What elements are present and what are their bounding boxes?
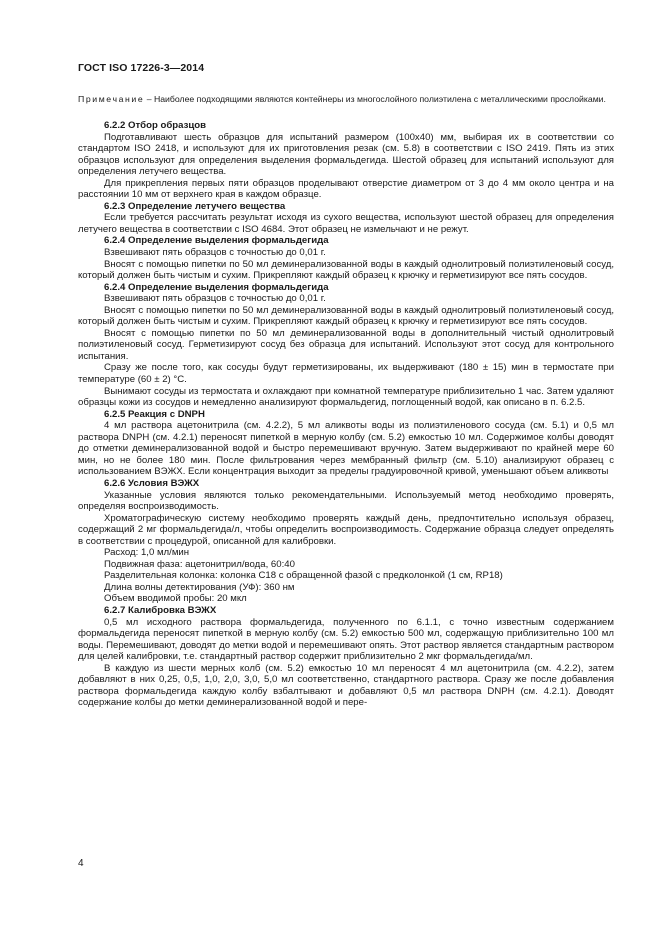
condition-mobile-phase: Подвижная фаза: ацетонитрил/вода, 60:40 (104, 558, 295, 570)
paragraph: Взвешивают пять образцов с точностью до 0,01 г. (104, 293, 326, 305)
paragraph: Взвешивают пять образцов с точностью до 0,01 г. (104, 247, 326, 259)
paragraph: Указанные условия являются только рекомендательными. Используемый метод необходимо проверять, определяя воспроизводимость. (78, 489, 614, 513)
section-heading-6-2-4: 6.2.4 Определение выделения формальдегида (104, 235, 329, 247)
note-label: Примечание (78, 94, 145, 104)
paragraph: Вносят с помощью пипетки по 50 мл деминерализованной воды в каждый однолитровый полиэтиленовый сосуд, который должен быть чистым и сухим. Прикрепляют каждый образец к крючку и герметизируют все пять сосудов. (78, 258, 614, 282)
paragraph: В каждую из шести мерных колб (см. 5.2) емкостью 10 мл переносят 4 мл ацетонитрила (см. 4.2.2), затем добавляют в них 0,25, 0,5, 1,0, 2,0, 3,0, 5,0 мл соответственно, стандартного раствора. Сразу же после добавления раствора формальдегида каждую колбу взбалтывают и добавляют 0,5 мл раствора DNPH (см. 4.2.1). Доводят содержание колбы до метки деминерализованной водой и пере- (78, 662, 614, 709)
section-heading-6-2-4-repeat: 6.2.4 Определение выделения формальдегида (104, 281, 329, 293)
condition-flow-rate: Расход: 1,0 мл/мин (104, 547, 190, 559)
paragraph: 0,5 мл исходного раствора формальдегида, полученного по 6.1.1, с точно известным содержанием формальдегида переносят пипеткой в мерную колбу (см. 5.2) емкостью 500 мл, содержащую приблизительно 100 мл воды. Перемешивают, доводят до метки водой и перемешивают опять. Этот раствор является стандартным раствором для целей калибровки, т.е. стандартный раствор содержит приблизительно 2 мкг формальдегида/мл. (78, 616, 614, 663)
condition-injection-volume: Объем вводимой пробы: 20 мкл (104, 593, 247, 605)
page-number: 4 (78, 858, 84, 869)
section-heading-6-2-6: 6.2.6 Условия ВЭЖХ (104, 477, 200, 489)
condition-wavelength: Длина волны детектирования (УФ): 360 нм (104, 581, 295, 593)
paragraph: Сразу же после того, как сосуды будут герметизированы, их выдерживают (180 ± 15) мин в термостате при температуре (60 ± 2) °C. (78, 362, 614, 386)
condition-column: Разделительная колонка: колонка C18 с обращенной фазой с предколонкой (1 см, RP18) (104, 570, 503, 582)
paragraph: Вносят с помощью пипетки по 50 мл деминерализованной воды в дополнительный чистый однолитровый полиэтиленовый сосуд. Герметизируют сосуд без образца для испытаний. Используют этот сосуд для контрольного испытания. (78, 327, 614, 362)
paragraph: Вносят с помощью пипетки по 50 мл деминерализованной воды в каждый однолитровый полиэтиленовый сосуд, который должен быть чистым и сухим. Прикрепляют каждый образец к крючку и герметизируют все пять сосудов. (78, 304, 614, 328)
paragraph: Хроматографическую систему необходимо проверять каждый день, предпочтительно используя образец, содержащий 2 мг формальдегида/л, чтобы определить воспроизводимость. Содержание образца следует определять в соответствии с процедурой, описанной для калибровки. (78, 512, 614, 547)
note-text: – Наиболее подходящими являются контейнеры из многослойного полиэтилена с металлическими прослойками. (144, 94, 606, 104)
document-body (78, 94, 614, 709)
section-heading-6-2-2: 6.2.2 Отбор образцов (104, 120, 206, 131)
paragraph: Подготавливают шесть образцов для испытаний размером (100x40) мм, выбирая их в соответствии со стандартом ISO 2418, и используют для их приготовления резак (см. 5.8) в соответствии с ISO 2419. Пять из этих образцов используют для определения выделения формальдегида. Шестой образец для испытаний используют для определения летучего вещества. (78, 131, 614, 178)
paragraph: Если требуется рассчитать результат исходя из сухого вещества, используют шестой образец для определения летучего вещества в соответствии с ISO 4684. Этот образец не измельчают и не режут. (78, 212, 614, 235)
section-heading-6-2-3: 6.2.3 Определение летучего вещества (104, 200, 286, 212)
paragraph: Вынимают сосуды из термостата и охлаждают при комнатной температуре приблизительно 1 час. Затем удаляют образцы кожи из сосудов и немедленно анализируют формальдегид, поглощенный водой, как описано в п. 6.2.5. (78, 385, 614, 409)
note (78, 94, 614, 105)
paragraph: Для прикрепления первых пяти образцов проделывают отверстие диаметром от 3 до 4 мм около центра и на расстоянии 10 мм от верхнего края в каждом образце. (78, 177, 614, 201)
paragraph: 4 мл раствора ацетонитрила (см. 4.2.2), 5 мл аликвоты воды из полиэтиленового сосуда (см. 5.1) и 0,5 мл раствора DNPH (см. 4.2.1) переносят пипеткой в мерную колбу (см. 5.2) емкостью 10 мл. Содержимое колбы доводят до отметки деминерализованной водой и быстро перемешивают вручную. Затем выдерживают по крайней мере 60 мин, но не более 180 мин. После фильтрования через мембранный фильтр (см. 5.10) анализируют образец с использованием ВЭЖХ. Если концентрация выходит за пределы градуировочной кривой, уменьшают объем аликвоты (78, 420, 614, 478)
document-header: ГОСТ ISO 17226-3—2014 (78, 62, 205, 74)
section-heading-6-2-5: 6.2.5 Реакция с DNPH (104, 408, 205, 420)
section-heading-6-2-7: 6.2.7 Калибровка ВЭЖХ (104, 604, 217, 616)
